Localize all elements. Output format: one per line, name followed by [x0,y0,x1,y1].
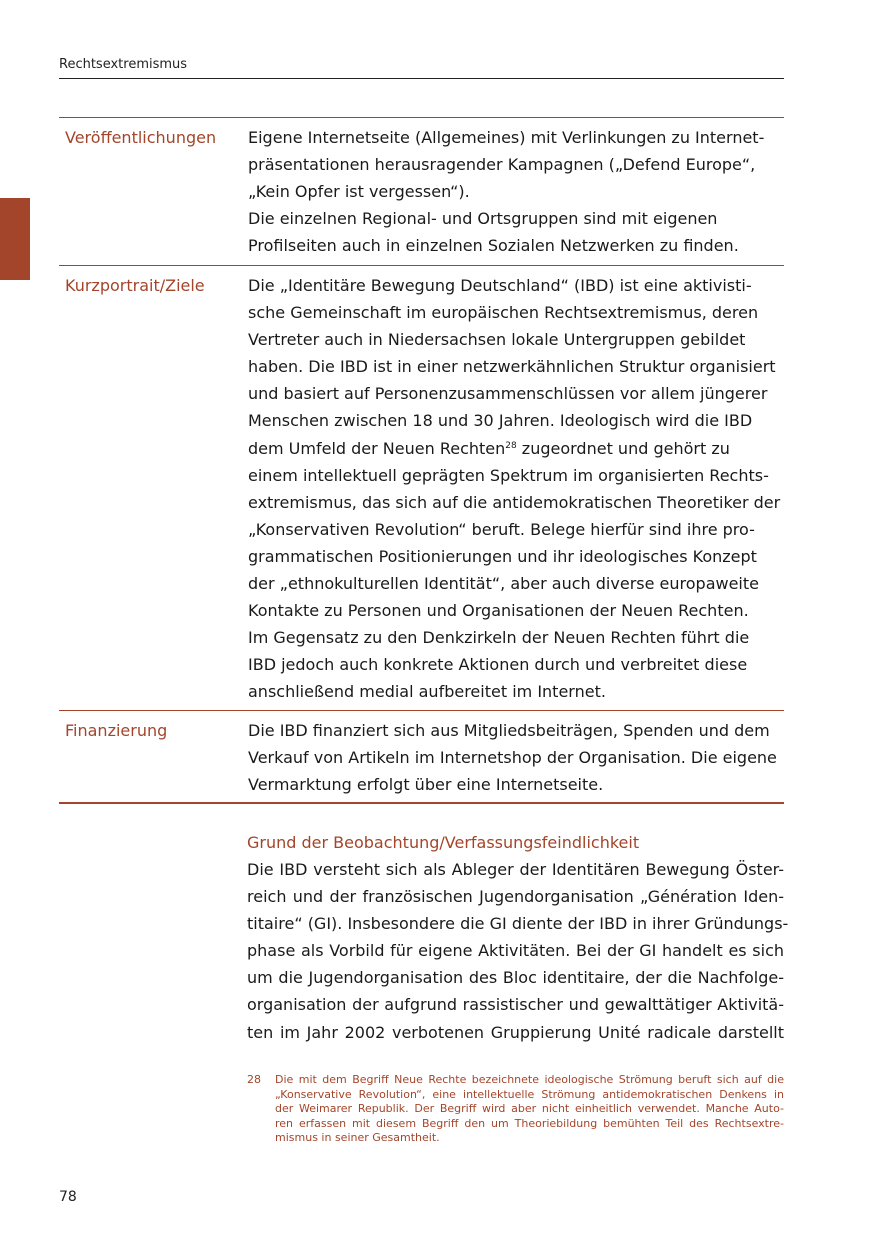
text-fragment: zugeordnet und gehört zu [516,438,730,458]
text-line: einem intellektuell geprägten Spektrum im organisierten Rechts- [248,465,769,485]
running-header: Rechtsextremismus [59,57,188,72]
footnote-number: 28 [247,1073,261,1086]
text-line-with-footnote [248,435,782,462]
text-line: Profilseiten auch in einzelnen Sozialen Netzwerken zu finden. [248,236,739,256]
text-line: „Konservativen Revolution“ beruft. Belege hierfür sind ihre pro- [248,519,755,539]
text-line: reich und der französischen Jugendorganisation „Génération Iden- [247,887,784,907]
text-line: mismus in seiner Gesamtheit. [275,1131,440,1145]
chapter-tab-marker [0,198,30,280]
text-line: sche Gemeinschaft im europäischen Rechtsextremismus, deren [248,303,759,323]
text-line: „Kein Opfer ist vergessen“). [248,182,470,202]
table-row-financing [59,710,784,795]
table-row-portrait [59,265,784,702]
page-number: 78 [59,1189,77,1205]
text-line: Menschen zwischen 18 und 30 Jahren. Ideologisch wird die IBD [248,411,753,431]
text-line: Die IBD finanziert sich aus Mitgliedsbeiträgen, Spenden und dem [248,721,770,740]
text-line: und basiert auf Personenzusammenschlüssen vor allem jüngerer [248,384,768,404]
text-line: Verkauf von Artikeln im Internetshop der Organisation. Die eigene [248,748,777,768]
row-content [248,272,782,706]
text-line: Die mit dem Begriff Neue Rechte bezeichnete ideologische Strömung beruft sich auf die [275,1073,784,1086]
text-line: phase als Vorbild für eigene Aktivitäten. Bei der GI handelt es sich [247,941,784,961]
text-line: extremismus, das sich auf die antidemokratischen Theoretiker der [248,492,781,512]
text-line: IBD jedoch auch konkrete Aktionen durch und verbreitet diese [248,655,748,675]
text-line: der Weimarer Republik. Der Begriff wird aber nicht einheitlich verwendet. Manche Auto- [275,1102,784,1116]
text-line: titaire“ (GI). Insbesondere die GI diente der IBD in ihrer Gründungs- [247,914,789,934]
text-line: haben. Die IBD ist in einer netzwerkähnlichen Struktur organisiert [248,357,776,377]
text-line: Kontakte zu Personen und Organisationen der Neuen Rechten. [248,601,749,621]
section-heading: Grund der Beobachtung/Verfassungsfeindlichkeit [247,833,640,852]
text-line: Die IBD versteht sich als Ableger der Identitären Bewegung Öster- [247,860,784,879]
text-line: ten im Jahr 2002 verbotenen Gruppierung Unité radicale darstellt [247,1022,784,1042]
table-bottom-rule [59,802,784,804]
header-rule [59,78,784,79]
text-line: Vermarktung erfolgt über eine Internetseite. [248,775,604,795]
table-top-rule [59,117,784,118]
text-line: organisation der aufgrund rassistischer und gewalttätiger Aktivitä- [247,995,784,1015]
text-line: Die einzelnen Regional- und Ortsgruppen sind mit eigenen [248,209,718,229]
text-line: anschließend medial aufbereitet im Internet. [248,682,606,702]
text-line: ren erfassen mit diesem Begriff den um Theoriebildung bemühten Teil des Rechtsextre- [275,1116,784,1130]
text-line: um die Jugendorganisation des Bloc identitaire, der die Nachfolge- [247,968,784,988]
text-fragment: dem Umfeld der Neuen Rechten [248,438,506,458]
text-line: Vertreter auch in Niedersachsen lokale Untergruppen gebildet [248,330,746,350]
row-label: Kurzportrait/Ziele [65,276,205,295]
text-line: Eigene Internetseite (Allgemeines) mit Verlinkungen zu Internet- [248,128,765,147]
row-content [248,717,782,798]
body-paragraph [247,856,789,1046]
text-line: „Konservative Revolution“, eine intellektuelle Strömung antidemokratischen Denkens in [275,1087,784,1101]
footnote-reference[interactable]: 28 [505,440,517,451]
row-label: Finanzierung [65,721,168,740]
text-line: der „ethnokulturellen Identität“, aber auch diverse europaweite [248,574,759,594]
text-line: Die „Identitäre Bewegung Deutschland“ (IBD) ist eine aktivisti- [248,276,752,295]
row-label: Veröffentlichungen [65,128,217,147]
text-line: präsentationen herausragender Kampagnen („Defend Europe“, [248,155,756,175]
footnote-text [275,1073,784,1146]
text-line: Im Gegensatz zu den Denkzirkeln der Neuen Rechten führt die [248,628,750,648]
text-line: grammatischen Positionierungen und ihr ideologisches Konzept [248,546,757,566]
row-content [248,124,782,259]
